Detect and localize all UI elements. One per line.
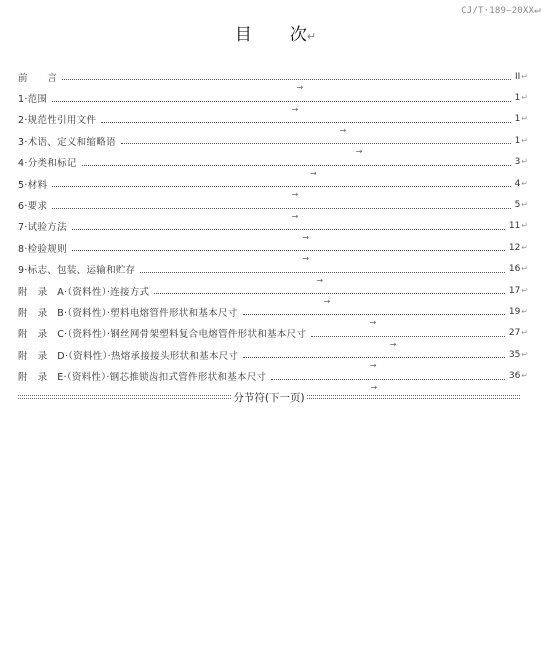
- paragraph-mark-icon: ↵: [521, 328, 528, 338]
- toc-page-number: 4: [514, 178, 521, 189]
- toc-entry-label: 4·分类和标记: [18, 158, 77, 170]
- toc-page-number: 12: [508, 242, 521, 253]
- toc-entry-label: 2·规范性引用文件: [18, 115, 97, 127]
- table-of-contents: [18, 66, 528, 392]
- toc-leader-dots: [271, 379, 504, 392]
- document-code-text: CJ/T·189—20XX: [461, 6, 535, 16]
- paragraph-mark-icon: ↵: [521, 157, 528, 167]
- toc-entry[interactable]: [18, 280, 528, 307]
- paragraph-mark-icon: ↵: [521, 371, 528, 381]
- toc-entry-label: 附 录 A·（资料性）·连接方式: [18, 286, 150, 298]
- tab-arrow-icon: →: [339, 125, 347, 135]
- toc-entry-label: 附 录 C·（资料性）·钢丝网骨架塑料复合电熔管件形状和基本尺寸: [18, 329, 307, 341]
- toc-entry-label: 6·要求: [18, 201, 48, 213]
- toc-entry[interactable]: [18, 130, 528, 157]
- toc-entry[interactable]: [18, 216, 528, 242]
- toc-leader-dots: [121, 143, 511, 157]
- toc-page-number: 11: [508, 221, 521, 232]
- toc-leader-dots: [243, 357, 504, 371]
- tab-arrow-icon: →: [323, 297, 331, 307]
- toc-entry-page: [513, 72, 528, 82]
- section-break-line-left: [18, 395, 231, 399]
- toc-entry-page: [507, 243, 528, 253]
- toc-entry[interactable]: [18, 365, 528, 392]
- toc-entry-page: [507, 350, 528, 360]
- toc-entry-label: 附 录 D·（资料性）·热熔承接接头形状和基本尺寸: [18, 350, 239, 362]
- tab-arrow-icon: →: [369, 318, 377, 328]
- toc-leader-dots: [140, 272, 504, 285]
- toc-page-number: 17: [508, 285, 521, 296]
- toc-page-number: 1: [514, 135, 521, 146]
- toc-entry-label: 附 录 B·（资料性）·塑料电熔管件形状和基本尺寸: [18, 307, 238, 319]
- toc-page-number: 19: [508, 306, 521, 317]
- toc-entry-page: [507, 371, 528, 381]
- toc-entry[interactable]: [18, 259, 528, 285]
- toc-entry-page: [513, 93, 528, 103]
- toc-entry-label: 7·试验方法: [18, 222, 67, 234]
- toc-entry[interactable]: [18, 194, 528, 221]
- toc-entry[interactable]: [18, 109, 528, 135]
- tab-arrow-icon: →: [302, 254, 310, 264]
- toc-entry-page: [513, 157, 528, 167]
- paragraph-mark-icon: ↵: [521, 135, 528, 145]
- paragraph-mark-icon: ↵: [521, 221, 528, 231]
- toc-entry-page: [507, 286, 528, 296]
- toc-entry-page: [507, 328, 528, 338]
- paragraph-mark-icon: ↵: [521, 306, 528, 316]
- toc-leader-dots: [243, 314, 505, 328]
- toc-page-number: 27: [508, 328, 521, 339]
- paragraph-mark-icon: ↵: [521, 114, 528, 124]
- toc-entry-page: [513, 136, 528, 146]
- toc-leader-dots: [82, 165, 511, 178]
- paragraph-mark-icon: ↵: [521, 285, 528, 295]
- paragraph-mark-icon: ↵: [306, 30, 317, 43]
- toc-entry[interactable]: [18, 66, 528, 93]
- toc-leader-dots: [101, 122, 510, 135]
- toc-leader-dots: [311, 336, 505, 349]
- toc-page-number: 35: [508, 349, 521, 360]
- section-break: [18, 390, 520, 404]
- tab-arrow-icon: →: [369, 361, 377, 371]
- section-break-label: 分节符(下一页): [233, 391, 305, 404]
- toc-page-number: 16: [508, 264, 521, 275]
- toc-title: [0, 20, 551, 45]
- section-break-line-right: [307, 395, 520, 399]
- toc-entry-label: 1·范围: [18, 94, 48, 106]
- tab-arrow-icon: →: [291, 104, 299, 114]
- tab-arrow-icon: →: [355, 147, 363, 157]
- toc-entry-page: [513, 179, 528, 189]
- toc-entry-label: 5·材料: [18, 179, 48, 191]
- toc-entry[interactable]: [18, 237, 528, 264]
- paragraph-mark-icon: ↵: [534, 3, 541, 16]
- toc-page-number: 1: [514, 114, 521, 125]
- toc-title-part1: 目: [234, 25, 252, 45]
- paragraph-mark-icon: ↵: [521, 93, 528, 103]
- tab-arrow-icon: →: [302, 232, 310, 242]
- toc-leader-dots: [52, 186, 510, 200]
- paragraph-mark-icon: ↵: [521, 349, 528, 359]
- toc-leader-dots: [154, 293, 505, 307]
- tab-arrow-icon: →: [291, 190, 299, 200]
- toc-entry[interactable]: [18, 173, 528, 200]
- toc-entry-label: 8·检验规则: [18, 243, 67, 255]
- toc-entry-page: [507, 264, 528, 274]
- toc-page-number: 36: [508, 371, 521, 382]
- toc-entry-label: 前 言: [18, 72, 58, 84]
- toc-leader-dots: [72, 229, 505, 242]
- tab-arrow-icon: →: [296, 83, 304, 93]
- toc-entry-page: [513, 114, 528, 124]
- tab-arrow-icon: →: [309, 168, 317, 178]
- toc-page-number: 5: [514, 200, 521, 211]
- toc-entry[interactable]: [18, 152, 528, 178]
- toc-page-number: 3: [514, 157, 521, 168]
- paragraph-mark-icon: ↵: [521, 178, 528, 188]
- toc-title-part2: 次: [289, 25, 307, 45]
- tab-arrow-icon: →: [291, 211, 299, 221]
- toc-entry-label: 3·术语、定义和缩略语: [18, 136, 116, 148]
- paragraph-mark-icon: ↵: [521, 71, 528, 81]
- toc-leader-dots: [72, 250, 505, 264]
- tab-arrow-icon: →: [316, 275, 324, 285]
- document-code: [461, 3, 541, 16]
- toc-entry[interactable]: [18, 301, 528, 328]
- toc-entry-page: [513, 200, 528, 210]
- toc-leader-dots: [52, 101, 510, 114]
- toc-leader-dots: [52, 208, 510, 221]
- toc-page-number: 1: [514, 93, 521, 104]
- toc-entry[interactable]: [18, 344, 528, 371]
- paragraph-mark-icon: ↵: [521, 200, 528, 210]
- toc-entry[interactable]: [18, 323, 528, 349]
- toc-entry-page: [507, 307, 528, 317]
- toc-entry-label: 附 录 E·（资料性）·钢芯推锁齿扣式管件形状和基本尺寸: [18, 372, 267, 384]
- toc-entry[interactable]: [18, 87, 528, 114]
- toc-entry-label: 9·标志、包装、运输和贮存: [18, 265, 136, 277]
- paragraph-mark-icon: ↵: [521, 242, 528, 252]
- tab-arrow-icon: →: [389, 339, 397, 349]
- toc-page-number: II: [514, 71, 521, 82]
- tab-arrow-icon: →: [370, 382, 378, 392]
- paragraph-mark-icon: ↵: [521, 264, 528, 274]
- toc-leader-dots: [62, 79, 511, 93]
- toc-entry-page: [507, 221, 528, 231]
